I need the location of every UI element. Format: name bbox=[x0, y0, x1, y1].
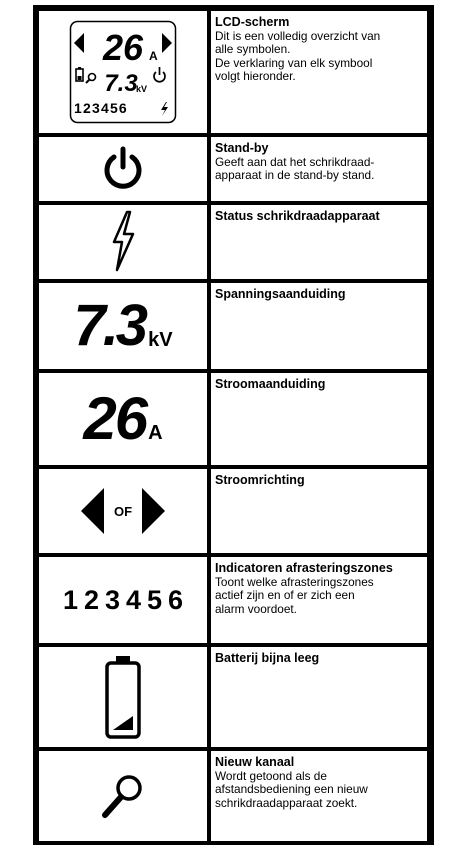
legend-row-voltage bbox=[33, 283, 434, 369]
search-magnifier-icon bbox=[99, 771, 147, 821]
battery-description-cell bbox=[211, 647, 427, 747]
lcd-current-value: 26 bbox=[102, 27, 144, 68]
lcd-screen-cell bbox=[39, 11, 207, 133]
current-display-icon bbox=[83, 385, 163, 452]
legend-row-standby bbox=[33, 137, 434, 201]
direction-description-cell bbox=[211, 469, 427, 553]
direction-arrows-icon bbox=[81, 488, 165, 534]
legend-row-current bbox=[33, 373, 434, 465]
battery-low-icon bbox=[103, 654, 143, 740]
legend-row-direction bbox=[33, 469, 434, 553]
lcd-current-unit: A bbox=[149, 49, 158, 63]
voltage-value: 7.3 bbox=[73, 293, 146, 358]
row-title: Status schrikdraadapparaat bbox=[215, 209, 380, 223]
voltage-display-icon bbox=[73, 293, 173, 358]
row-description: Dit is een volledig overzicht van alle symbolen. De verklaring van elk symbool volgt hieronder. bbox=[215, 29, 381, 84]
standby-cell bbox=[39, 137, 207, 201]
legend-row-zones bbox=[33, 557, 434, 643]
current-value: 26 bbox=[83, 385, 147, 452]
row-description: Geeft aan dat het schrikdraad- apparaat in de stand-by stand. bbox=[215, 155, 375, 183]
lcd-voltage-value: 7.3 bbox=[104, 70, 138, 97]
power-standby-icon bbox=[100, 145, 146, 193]
lightning-bolt-icon bbox=[108, 210, 138, 274]
zones-cell bbox=[39, 557, 207, 643]
zone-indicators-icon: 123456 bbox=[62, 584, 190, 615]
arrow-left-icon bbox=[81, 488, 104, 534]
current-unit: A bbox=[148, 422, 163, 444]
legend-row-new-channel bbox=[33, 751, 434, 841]
lcd-screen-icon bbox=[69, 20, 177, 124]
row-title: Stand-by bbox=[215, 141, 269, 155]
row-title: Stroomrichting bbox=[215, 473, 305, 487]
current-description-cell bbox=[211, 373, 427, 465]
battery-cell bbox=[39, 647, 207, 747]
arrow-right-icon bbox=[142, 488, 165, 534]
legend-row-lcd bbox=[33, 11, 434, 133]
lcd-description-cell bbox=[211, 11, 427, 133]
status-cell bbox=[39, 205, 207, 279]
status-description-cell bbox=[211, 205, 427, 279]
legend-table bbox=[33, 5, 434, 845]
standby-description-cell bbox=[211, 137, 427, 201]
lcd-zone-indicators: 123456 bbox=[74, 100, 128, 116]
row-title: Stroomaanduiding bbox=[215, 377, 326, 391]
row-title: Nieuw kanaal bbox=[215, 755, 295, 769]
row-title: Batterij bijna leeg bbox=[215, 651, 320, 665]
voltage-unit: kV bbox=[148, 329, 173, 351]
direction-cell bbox=[39, 469, 207, 553]
new-channel-cell bbox=[39, 751, 207, 841]
new-channel-description-cell bbox=[211, 751, 427, 841]
row-title: LCD-scherm bbox=[215, 15, 290, 29]
row-description: Wordt getoond als de afstandsbediening een nieuw schrikdraadapparaat zoekt. bbox=[215, 769, 368, 810]
voltage-description-cell bbox=[211, 283, 427, 369]
zones-description-cell bbox=[211, 557, 427, 643]
legend-row-battery bbox=[33, 647, 434, 747]
voltage-cell bbox=[39, 283, 207, 369]
row-description: Toont welke afrasteringszones actief zijn en of er zich een alarm voordoet. bbox=[215, 575, 374, 616]
row-title: Indicatoren afrasteringszones bbox=[215, 561, 393, 575]
row-title: Spanningsaanduiding bbox=[215, 287, 346, 301]
lcd-voltage-unit: kV bbox=[136, 84, 148, 94]
current-cell bbox=[39, 373, 207, 465]
direction-label: OF bbox=[113, 504, 133, 519]
legend-row-status bbox=[33, 205, 434, 279]
